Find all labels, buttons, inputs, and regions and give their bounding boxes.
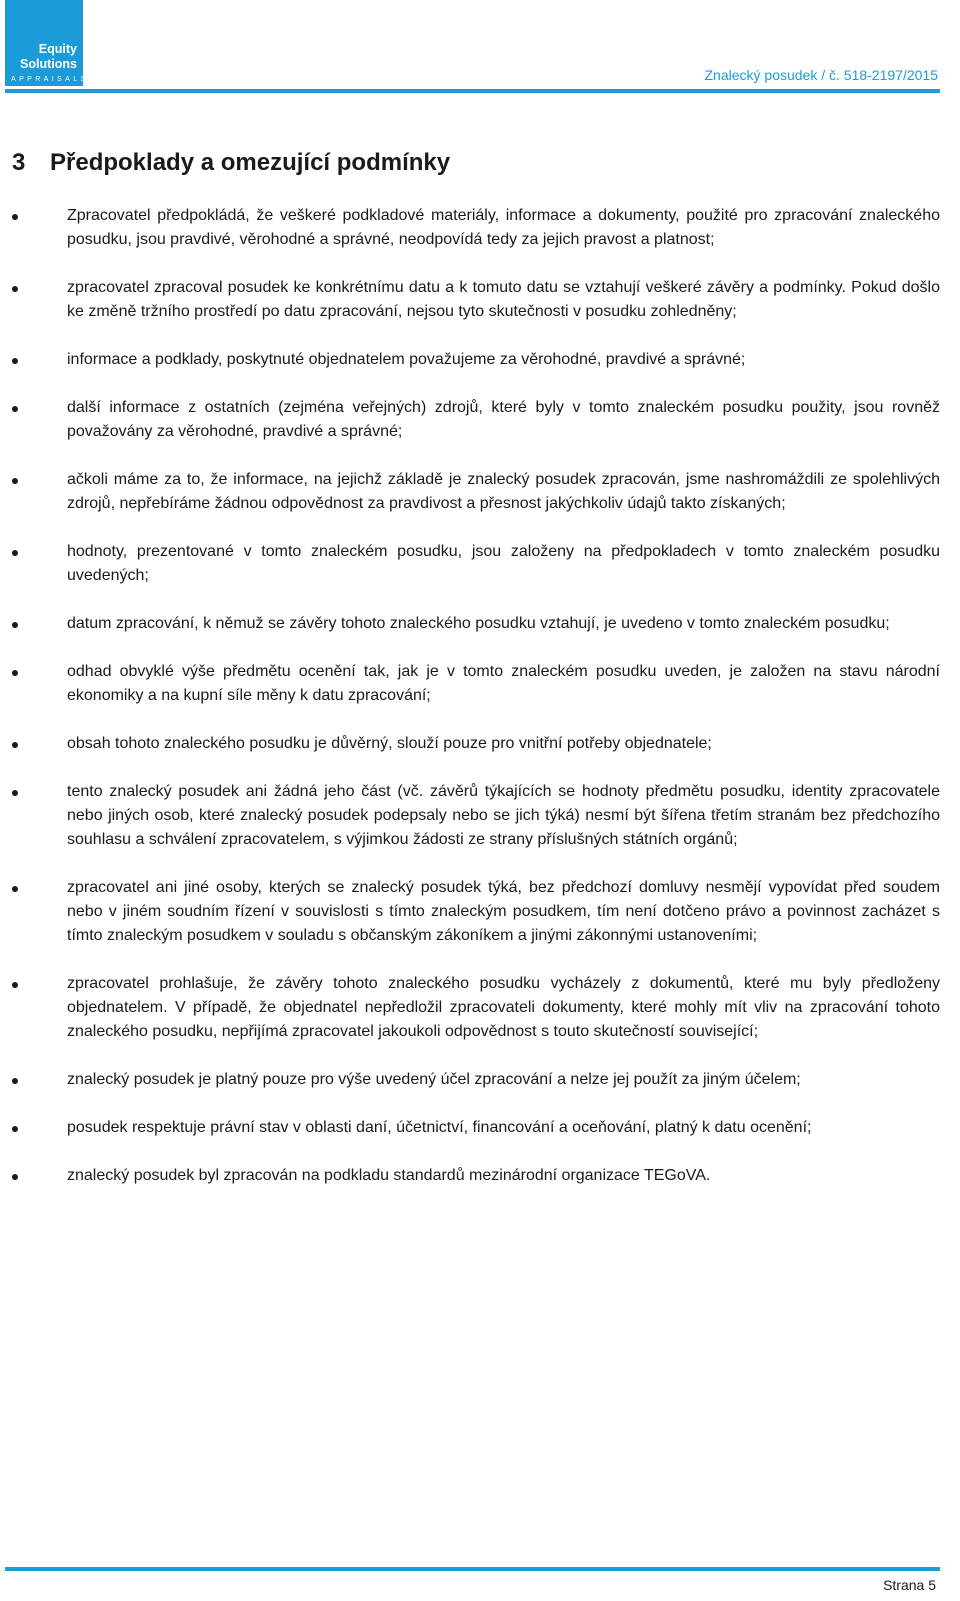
bullet-icon [12, 550, 18, 556]
company-logo [5, 0, 89, 86]
bullet-icon [12, 790, 18, 796]
list-item-text: datum zpracování, k němuž se závěry tohoto znaleckého posudku vztahují, je uvedeno v tomto znaleckém posudku; [67, 615, 890, 632]
conditions-list [0, 204, 960, 1212]
list-item-text: posudek respektuje právní stav v oblasti daní, účetnictví, financování a oceňování, platný k datu ocenění; [67, 1119, 812, 1136]
list-item-text: další informace z ostatních (zejména veřejných) zdrojů, které byly v tomto znaleckém posudku použity, jsou rovněž považovány za věrohodné, pravdivé a správné; [67, 399, 940, 440]
bullet-icon [12, 742, 18, 748]
list-item [0, 1164, 960, 1188]
list-item-text: zpracovatel ani jiné osoby, kterých se znalecký posudek týká, bez předchozí domluvy nesmějí vypovídat před soudem nebo v jiném soudním řízení v souvislosti s tímto znaleckým posudkem, tím není dotčeno právo a povinnost zacházet s tímto znaleckým posudkem v souladu s občanským zákoníkem a jinými zákonnými ustanoveními; [67, 879, 940, 944]
logo-text-line1: Equity [38, 42, 77, 56]
footer-divider [5, 1567, 940, 1571]
list-item-text: informace a podklady, poskytnuté objednatelem považujeme za věrohodné, pravdivé a správné; [67, 351, 746, 368]
section-number: 3 [12, 149, 26, 176]
list-item-text: tento znalecký posudek ani žádná jeho část (vč. závěrů týkajících se hodnoty předmětu posudku, identity zpracovatele nebo jiných osob, které znalecký posudek podepsaly nebo se jich týká) nesmí být šířena třetím stranám bez předchozího souhlasu a schválení zpracovatelem, s výjimkou žádosti ze strany příslušných státních orgánů; [67, 783, 940, 848]
bullet-icon [12, 286, 18, 292]
list-item-text: Zpracovatel předpokládá, že veškeré podkladové materiály, informace a dokumenty, použité pro zpracování znaleckého posudku, jsou pravdivé, věrohodné a správné, neodpovídá tedy za jejich pravost a platnost; [67, 207, 940, 248]
list-item [0, 396, 960, 444]
list-item [0, 540, 960, 588]
list-item-text: zpracovatel zpracoval posudek ke konkrétnímu datu a k tomuto datu se vztahují veškeré závěry a podmínky. Pokud došlo ke změně tržního prostředí po datu zpracování, nejsou tyto skutečnosti v posudku zohledněny; [67, 279, 940, 320]
list-item [0, 1068, 960, 1092]
bullet-icon [12, 670, 18, 676]
list-item [0, 276, 960, 324]
bullet-icon [12, 1174, 18, 1180]
list-item [0, 972, 960, 1044]
bullet-icon [12, 478, 18, 484]
bullet-icon [12, 886, 18, 892]
list-item [0, 876, 960, 948]
bullet-icon [12, 1078, 18, 1084]
list-item-text: odhad obvyklé výše předmětu ocenění tak, jak je v tomto znaleckém posudku uveden, je založen na stavu národní ekonomiky a na kupní síle měny k datu zpracování; [67, 663, 940, 704]
list-item [0, 204, 960, 252]
list-item-text: znalecký posudek je platný pouze pro výše uvedený účel zpracování a nelze jej použít za jiným účelem; [67, 1071, 801, 1088]
list-item [0, 612, 960, 636]
list-item [0, 732, 960, 756]
bullet-icon [12, 982, 18, 988]
document-reference: Znalecký posudek / č. 518-2197/2015 [704, 67, 938, 83]
bullet-icon [12, 358, 18, 364]
bullet-icon [12, 1126, 18, 1132]
list-item [0, 468, 960, 516]
bullet-icon [12, 406, 18, 412]
list-item [0, 1116, 960, 1140]
list-item-text: hodnoty, prezentované v tomto znaleckém posudku, jsou založeny na předpokladech v tomto znaleckém posudku uvedených; [67, 543, 940, 584]
list-item-text: znalecký posudek byl zpracován na podkladu standardů mezinárodní organizace TEGoVA. [67, 1167, 711, 1184]
bullet-icon [12, 214, 18, 220]
list-item-text: ačkoli máme za to, že informace, na jejichž základě je znalecký posudek zpracován, jsme nashromáždili ze spolehlivých zdrojů, nepřebíráme žádnou odpovědnost za pravdivost a přesnost jakýchkoliv údajů takto získaných; [67, 471, 940, 512]
bullet-icon [12, 622, 18, 628]
logo-text-line2: Solutions [20, 57, 77, 71]
logo-text-line3: APPRAISALS [11, 76, 89, 83]
section-heading [12, 148, 450, 178]
header-divider [5, 89, 940, 93]
list-item [0, 348, 960, 372]
section-title: Předpoklady a omezující podmínky [50, 149, 451, 176]
list-item-text: obsah tohoto znaleckého posudku je důvěrný, slouží pouze pro vnitřní potřeby objednatele; [67, 735, 712, 752]
list-item-text: zpracovatel prohlašuje, že závěry tohoto znaleckého posudku vycházely z dokumentů, které mu byly předloženy objednatelem. V případě, že objednatel nepředložil zpracovateli dokumenty, které mohly mít vliv na zpracování tohoto znaleckého posudku, nepřijímá zpracovatel jakoukoli odpovědnost s touto skutečností související; [67, 975, 940, 1040]
list-item [0, 660, 960, 708]
page-number: Strana 5 [883, 1577, 936, 1593]
list-item [0, 780, 960, 852]
